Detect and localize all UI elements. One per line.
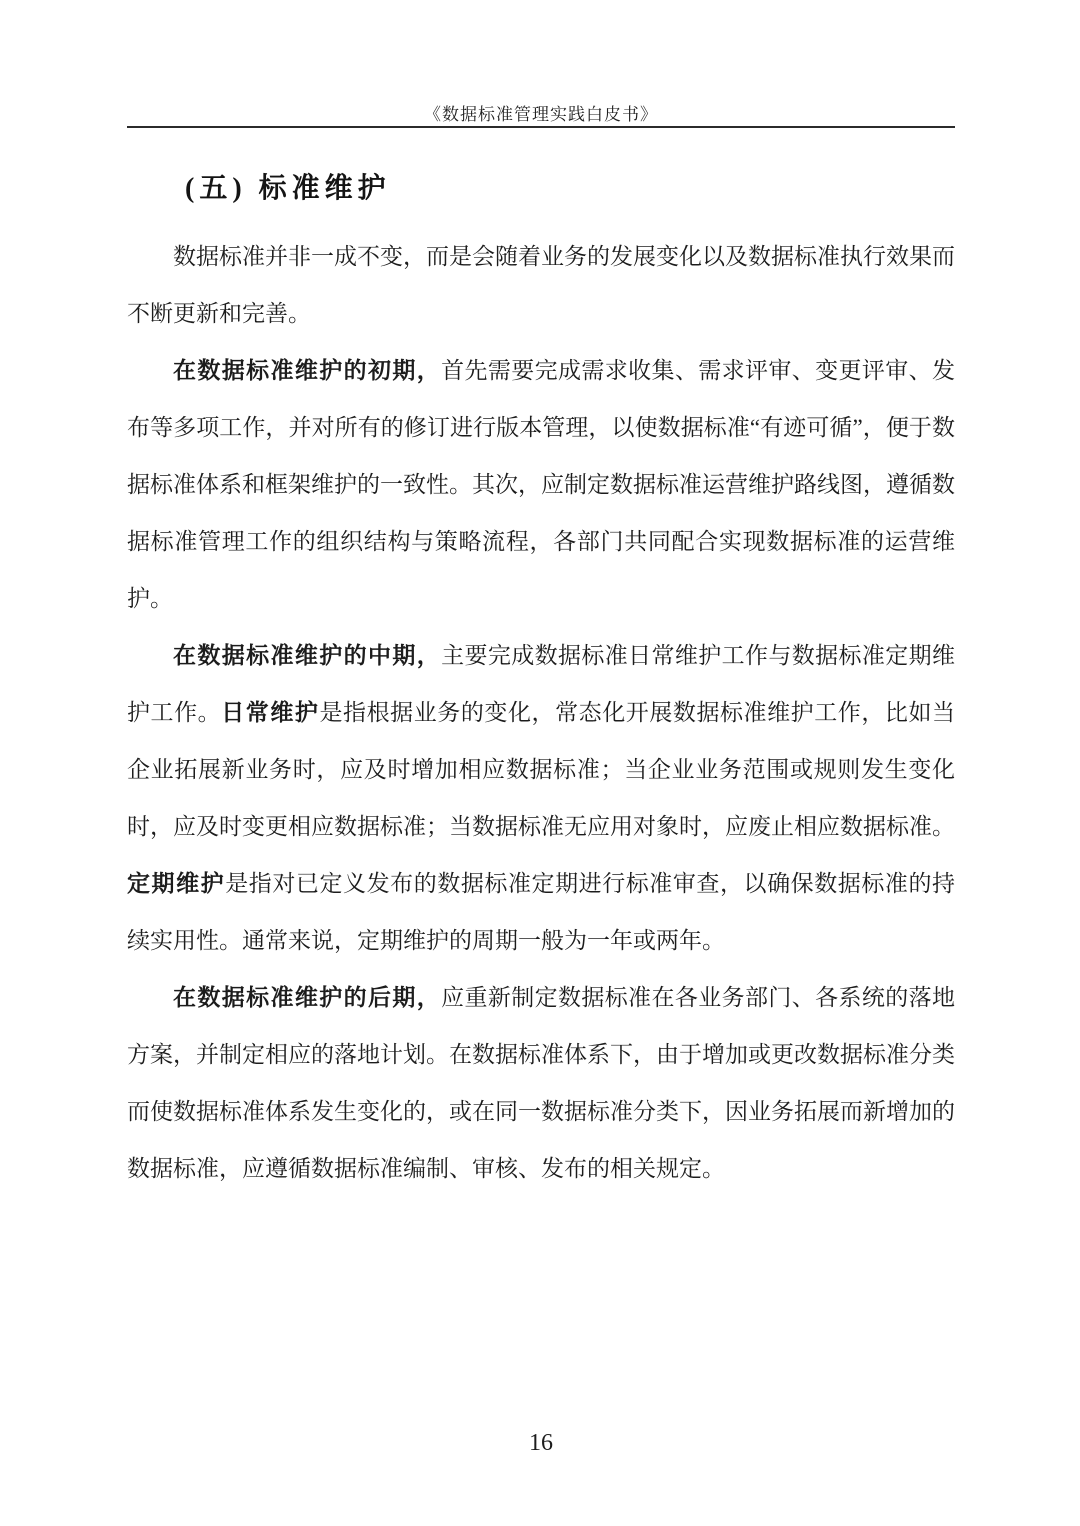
page-number: 16 <box>529 1430 553 1456</box>
paragraph <box>127 228 955 342</box>
header-rule <box>127 126 955 128</box>
paragraph-text-run: 主要完成数据标准日常维护工作与数据标准定期维护工作。 <box>127 643 955 725</box>
paragraph <box>127 969 955 1197</box>
paragraph-text-run: 是指根据业务的变化，常态化开展数据标准维护工作，比如当企业拓展新业务时，应及时增加相应数据标准；当企业业务范围或规则发生变化时，应及时变更相应数据标准；当数据标准无应用对象时，应废止相应数据标准。 <box>127 700 956 839</box>
paragraph-text-run: 是指对已定义发布的数据标准定期进行标准审查，以确保数据标准的持续实用性。通常来说，定期维护的周期一般为一年或两年。 <box>127 871 956 953</box>
paragraph-text-run: 首先需要完成需求收集、需求评审、变更评审、发布等多项工作，并对所有的修订进行版本管理，以使数据标准“有迹可循”，便于数据标准体系和框架维护的一致性。其次，应制定数据标准运营维护路线图，遵循数据标准管理工作的组织结构与策略流程，各部门共同配合实现数据标准的运营维护。 <box>127 358 955 611</box>
page-header-title: 《数据标准管理实践白皮书》 <box>424 105 658 124</box>
paragraph-text-run: 数据标准并非一成不变，而是会随着业务的发展变化以及数据标准执行效果而不断更新和完善。 <box>127 244 955 326</box>
paragraph <box>127 627 955 969</box>
paragraph-bold-run: 定期维护 <box>127 871 226 896</box>
paragraph-text-run: 应重新制定数据标准在各业务部门、各系统的落地方案，并制定相应的落地计划。在数据标准体系下，由于增加或更改数据标准分类而使数据标准体系发生变化的，或在同一数据标准分类下，因业务拓展而新增加的数据标准，应遵循数据标准编制、审核、发布的相关规定。 <box>127 985 955 1181</box>
paragraph-bold-run: 在数据标准维护的后期， <box>173 985 442 1010</box>
paragraph-bold-run: 在数据标准维护的初期， <box>173 358 442 383</box>
document-body <box>127 228 955 1197</box>
paragraph <box>127 342 955 627</box>
paragraph-bold-run: 在数据标准维护的中期， <box>173 643 442 668</box>
section-heading: (五) 标准维护 <box>185 173 391 204</box>
paragraph-bold-run: 日常维护 <box>221 700 320 725</box>
